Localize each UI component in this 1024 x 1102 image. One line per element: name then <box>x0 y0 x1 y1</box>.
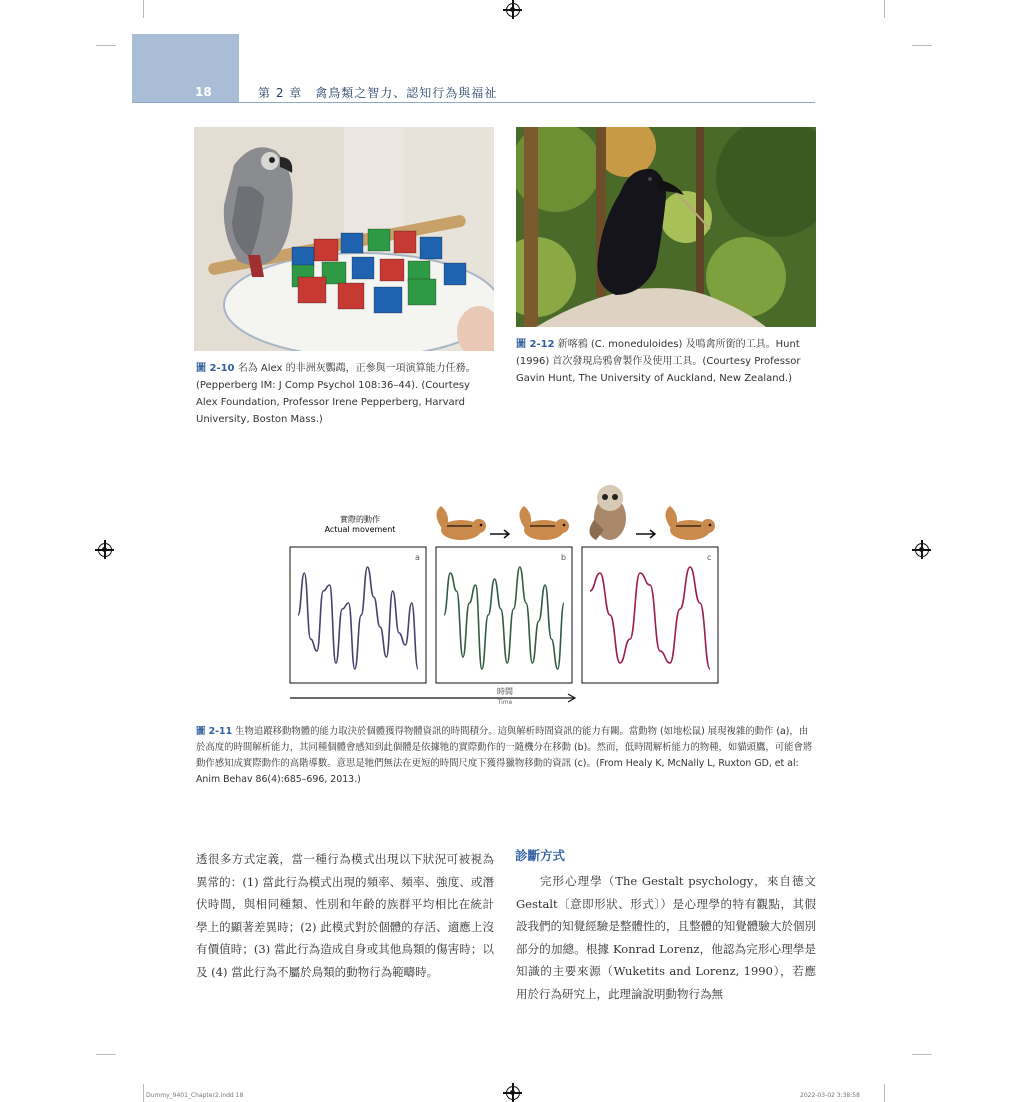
crop-mark <box>884 0 885 18</box>
movement-chart <box>280 480 740 720</box>
actual-movement-label-en: Actual movement <box>324 525 396 534</box>
chipmunk-icon <box>436 506 486 540</box>
registration-mark-icon <box>98 543 112 557</box>
registration-mark-icon <box>915 543 929 557</box>
panel-c-frame <box>582 547 718 683</box>
crop-mark <box>912 1054 932 1055</box>
actual-movement-label: 實際的動作 <box>340 515 380 524</box>
registration-mark-icon <box>506 1086 520 1100</box>
arrow-icon <box>636 530 655 538</box>
header-rule <box>132 102 815 103</box>
time-arrow-icon <box>290 694 575 702</box>
chapter-title: 第 2 章 禽鳥類之智力、認知行為與福祉 <box>258 86 498 100</box>
crop-mark <box>96 1054 116 1055</box>
figure-label: 圖 2-11 <box>196 726 233 737</box>
caption-text: 新喀鴉 (C. moneduloides) 及鳴禽所銜的工具。Hunt (1996) 首次發現烏鴉會製作及使用工具。(Courtesy Professor Gavin Hunt, The University of Auckland, New Zealand.) <box>516 339 801 384</box>
body-right-column: 完形心理學（The Gestalt psychology，來自德文 Gestalt〔意即形狀、形式〕）是心理學的特有觀點，其假設我們的知覺經驗是整體性的，且整體的知覺體驗大於個別部分的加總。根據 Konrad Lorenz，他認為完形心理學是知識的主要來源（Wuketits and Lorenz, 1990），若應用於行為研究上，此理論說明動物行為無 <box>516 874 816 1001</box>
time-label: 時間 <box>497 687 513 696</box>
crop-mark <box>96 45 116 46</box>
page-number: 18 <box>195 85 212 99</box>
time-label-en: Time <box>497 699 513 706</box>
parrot-caption <box>196 360 494 428</box>
page-number-tab <box>132 34 239 102</box>
parrot-illustration <box>194 127 494 351</box>
panel-c-letter: c <box>707 553 712 562</box>
owl-icon <box>589 485 626 540</box>
parrot-photo <box>194 127 494 351</box>
crow-illustration <box>516 127 816 327</box>
chipmunk-icon <box>519 506 569 540</box>
panel-b-frame <box>436 547 572 683</box>
figure-label: 圖 2-12 <box>516 339 555 350</box>
figure-2-11-caption <box>196 724 816 788</box>
panel-a-frame <box>290 547 426 683</box>
panel-b-letter: b <box>561 553 567 562</box>
figure-label: 圖 2-10 <box>196 363 235 374</box>
body-left-column: 透很多方式定義，當一種行為模式出現以下狀況可被視為異常的：(1) 當此行為模式出現的頻率、頻率、強度、或潛伏時間，與相同種類、性別和年齡的族群平均相比在統計學上的顯著差異時；(2) 此模式對於個體的存活、適應上沒有價值時；(3) 當此行為造成自身或其他鳥類的傷害時；以及 (4) 當此行為不屬於鳥類的動物行為範疇時。 <box>196 852 494 979</box>
chipmunk-icon <box>665 506 715 540</box>
crop-mark <box>143 0 144 18</box>
footer-timestamp: 2022-03-02 3:38:58 <box>800 1092 860 1099</box>
arrow-icon <box>490 530 509 538</box>
crop-mark <box>912 45 932 46</box>
crop-mark <box>143 1084 144 1102</box>
section-heading: 診斷方式 <box>515 848 566 863</box>
caption-text: 名為 Alex 的非洲灰鸚鵡，正參與一項演算能力任務。(Pepperberg IM: J Comp Psychol 108:36–44). (Courtesy Alex Foundation, Professor Irene Pepperberg, Harvard University, Boston Mass.) <box>196 363 476 425</box>
crow-caption <box>516 336 816 387</box>
caption-text: 生物追蹤移動物體的能力取決於個體獲得物體資訊的時間積分。這與解析時間資訊的能力有關。當動物 (如地松鼠) 展現複雜的動作 (a)，由於高度的時間解析能力，其同種個體會感知到此個體是依據牠的實際動作的一隨機分在移動 (b)。然而，低時間解析能力的物種，如貓頭鷹，可能會將動作感知成實際動作的高階導數。意思是牠們無法在更短的時間尺度下獲得獵物移動的資訊 (c)。(From Healy K, McNally L, Ruxton GD, et al: Anim Behav 86(4):685–696, 2013.) <box>196 726 813 785</box>
footer-file-info: Dummy_9401_Chapter2.indd 18 <box>146 1092 244 1099</box>
panel-a-letter: a <box>415 553 420 562</box>
registration-mark-icon <box>506 3 520 17</box>
crow-photo <box>516 127 816 327</box>
crop-mark <box>884 1084 885 1102</box>
